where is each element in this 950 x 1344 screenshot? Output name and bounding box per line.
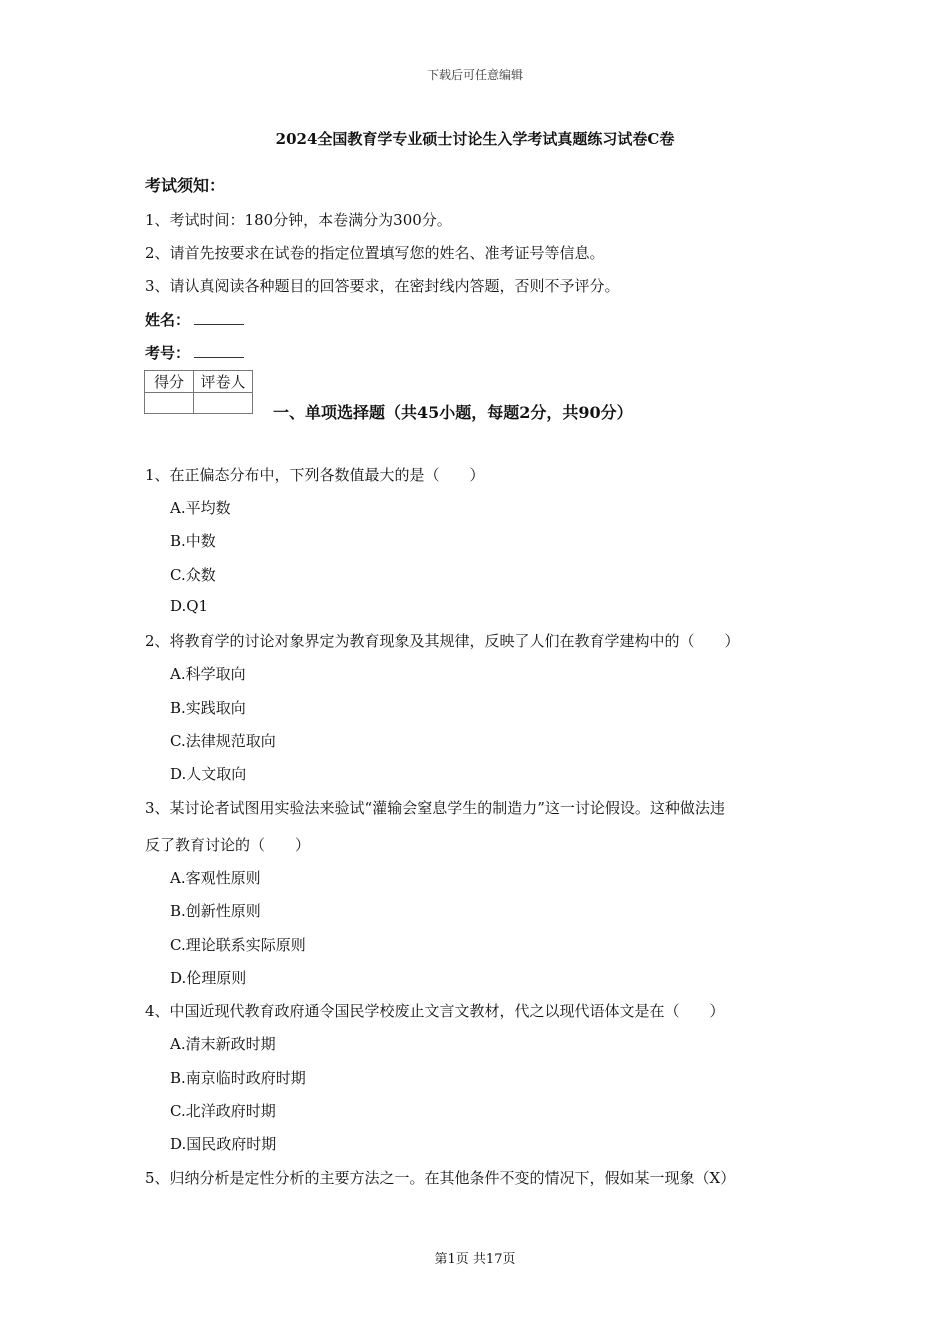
grader-header: 评卷人	[194, 371, 253, 393]
question-stem: 2、将教育学的讨论对象界定为教育现象及其规律，反映了人们在教育学建构中的（ ）	[145, 632, 740, 650]
answer-option: D.伦理原则	[170, 969, 247, 987]
score-cell[interactable]	[145, 393, 194, 414]
document-title: 2024全国教育学专业硕士讨论生入学考试真题练习试卷C卷	[275, 130, 675, 148]
answer-option: C.众数	[170, 566, 216, 584]
question-stem: 4、中国近现代教育政府通令国民学校废止文言文教材，代之以现代语体文是在（ ）	[145, 1002, 725, 1020]
question-stem: 1、在正偏态分布中，下列各数值最大的是（ ）	[145, 466, 485, 484]
name-label: 姓名：	[145, 311, 191, 329]
question-stem: 3、某讨论者试图用实验法来验试“灌输会窒息学生的制造力”这一讨论假设。这种做法违	[145, 799, 725, 817]
answer-option: A.清末新政时期	[170, 1035, 276, 1053]
id-label: 考号：	[145, 344, 191, 362]
score-header: 得分	[145, 371, 194, 393]
answer-option: B.中数	[170, 532, 216, 550]
answer-option: C.北洋政府时期	[170, 1102, 276, 1120]
header-note: 下载后可任意编辑	[426, 68, 523, 82]
answer-option: D.Q1	[170, 597, 209, 615]
id-field	[145, 342, 244, 363]
page-footer: 第1页 共17页	[434, 1252, 516, 1267]
id-blank[interactable]	[194, 343, 244, 358]
answer-option: A.科学取向	[170, 665, 246, 683]
answer-option: D.国民政府时期	[170, 1135, 277, 1153]
section-heading: 一、单项选择题（共45小题，每题2分，共90分）	[273, 403, 633, 422]
answer-option: A.平均数	[170, 499, 231, 517]
notice-item: 3、请认真阅读各种题目的回答要求，在密封线内答题，否则不予评分。	[145, 277, 620, 295]
answer-option: B.南京临时政府时期	[170, 1069, 306, 1087]
grader-cell[interactable]	[194, 393, 253, 414]
answer-option: A.客观性原则	[170, 869, 261, 887]
name-field	[145, 309, 244, 330]
answer-option: C.法律规范取向	[170, 732, 276, 750]
notice-item: 2、请首先按要求在试卷的指定位置填写您的姓名、准考证号等信息。	[145, 244, 605, 262]
answer-option: B.创新性原则	[170, 902, 261, 920]
answer-option: D.人文取向	[170, 765, 247, 783]
question-stem-continued: 反了教育讨论的（ ）	[145, 836, 311, 854]
notice-item: 1、考试时间：180分钟，本卷满分为300分。	[145, 211, 452, 229]
name-blank[interactable]	[194, 310, 244, 325]
answer-option: C.理论联系实际原则	[170, 936, 306, 954]
notice-heading: 考试须知：	[145, 176, 226, 195]
question-stem: 5、归纳分析是定性分析的主要方法之一。在其他条件不变的情况下，假如某一现象（X）	[145, 1169, 736, 1187]
score-table	[144, 370, 253, 414]
answer-option: B.实践取向	[170, 699, 246, 717]
